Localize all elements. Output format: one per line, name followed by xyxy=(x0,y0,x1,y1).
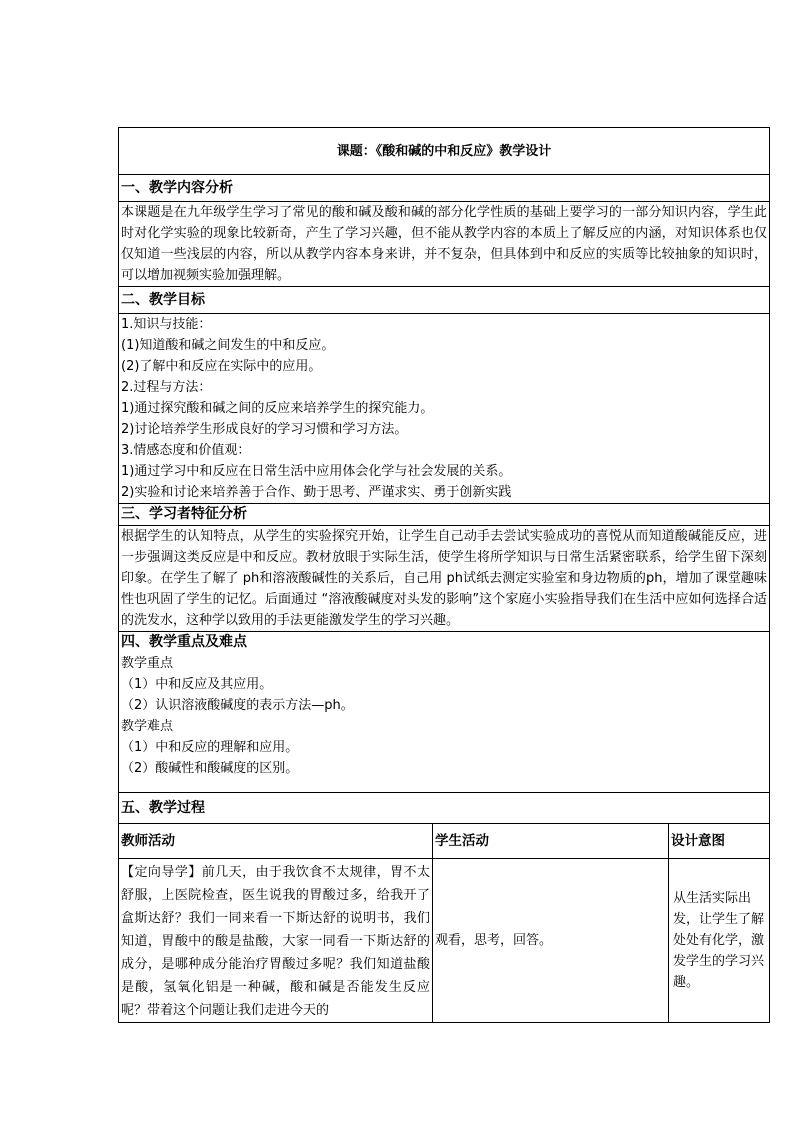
objective-line: 2)讨论培养学生形成良好的学习习惯和学习方法。 xyxy=(121,422,408,437)
section-heading-objectives: 二、教学目标 xyxy=(119,287,770,314)
section-heading-key-points: 四、教学重点及难点 xyxy=(121,634,247,650)
key-points-block xyxy=(119,632,770,793)
student-activity-cell: 观看，思考，回答。 xyxy=(433,859,669,1023)
objective-line: (2)了解中和反应在实际中的应用。 xyxy=(121,359,322,374)
objective-line: 2.过程与方法： xyxy=(121,380,212,395)
objective-line: (1)知道酸和碱之间发生的中和反应。 xyxy=(121,338,335,353)
design-intent-cell: 从生活实际出发，让学生了解处处有化学，激发学生的学习兴趣。 xyxy=(669,859,770,1023)
column-header-student: 学生活动 xyxy=(433,824,669,859)
objective-line: 3.情感态度和价值观： xyxy=(121,443,251,458)
lesson-plan-document xyxy=(118,127,769,1023)
key-point-line: 教学难点 xyxy=(121,719,174,734)
section-heading-content-analysis: 一、教学内容分析 xyxy=(119,175,770,202)
objective-line: 2)实验和讨论来培养善于合作、勤于思考、严谨求实、勇于创新实践 xyxy=(121,485,512,500)
learner-analysis-text: 根据学生的认知特点，从学生的实验探究开始，让学生自己动手去尝试实验成功的喜悦从而知道酸碱能反应，进一步强调这类反应是中和反应。教材放眼于实际生活，使学生将所学知识与日常生活紧密联系，给学生留下深刻印象。在学生了解了 ph和溶液酸碱性的关系后，自己用 ph试纸去测定实验室和身边物质的ph，增加了课堂趣味性也巩固了学生的记忆。后面通过 “溶液酸碱度对头发的影响”这个家庭小实验指导我们在生活中应如何选择合适的洗发水，这种学以致用的手法更能激发学生的学习兴趣。 xyxy=(119,526,770,632)
objective-line: 1.知识与技能： xyxy=(121,317,212,332)
document-title: 课题：《酸和碱的中和反应》教学设计 xyxy=(119,128,770,175)
column-header-teacher: 教师活动 xyxy=(119,824,433,859)
key-point-line: （2）认识溶液酸碱度的表示方法—ph。 xyxy=(121,698,354,713)
column-header-intent: 设计意图 xyxy=(669,824,770,859)
section-heading-process: 五、教学过程 xyxy=(119,793,770,824)
key-point-line: （1）中和反应的理解和应用。 xyxy=(121,740,299,755)
content-analysis-text: 本课题是在九年级学生学习了常见的酸和碱及酸和碱的部分化学性质的基础上要学习的一部分知识内容，学生此时对化学实验的现象比较新奇，产生了学习兴趣，但不能从教学内容的本质上了解反应的内涵，对知识体系也仅仅知道一些浅层的内容，所以从教学内容本身来讲，并不复杂，但具体到中和反应的实质等比较抽象的知识时，可以增加视频实验加强理解。 xyxy=(119,202,770,287)
objective-line: 1)通过探究酸和碱之间的反应来培养学生的探究能力。 xyxy=(121,401,434,416)
objective-line: 1)通过学习中和反应在日常生活中应用体会化学与社会发展的关系。 xyxy=(121,464,512,479)
key-point-line: （2）酸碱性和酸碱度的区别。 xyxy=(121,761,299,776)
lesson-plan-table xyxy=(118,127,770,1023)
section-heading-learner-analysis: 三、学习者特征分析 xyxy=(119,504,770,526)
key-point-line: 教学重点 xyxy=(121,656,174,671)
objectives-list xyxy=(119,314,770,504)
key-point-line: （1）中和反应及其应用。 xyxy=(121,677,273,692)
teacher-activity-cell: 【定向导学】前几天，由于我饮食不太规律，胃不太舒服，上医院检查，医生说我的胃酸过多，给我开了盒斯达舒？我们一同来看一下斯达舒的说明书，我们知道，胃酸中的酸是盐酸，大家一同看一下斯达舒的成分，是哪种成分能治疗胃酸过多呢？我们知道盐酸是酸，氢氧化铝是一种碱，酸和碱是否能发生反应呢？带着这个问题让我们走进今天的 xyxy=(119,859,433,1023)
